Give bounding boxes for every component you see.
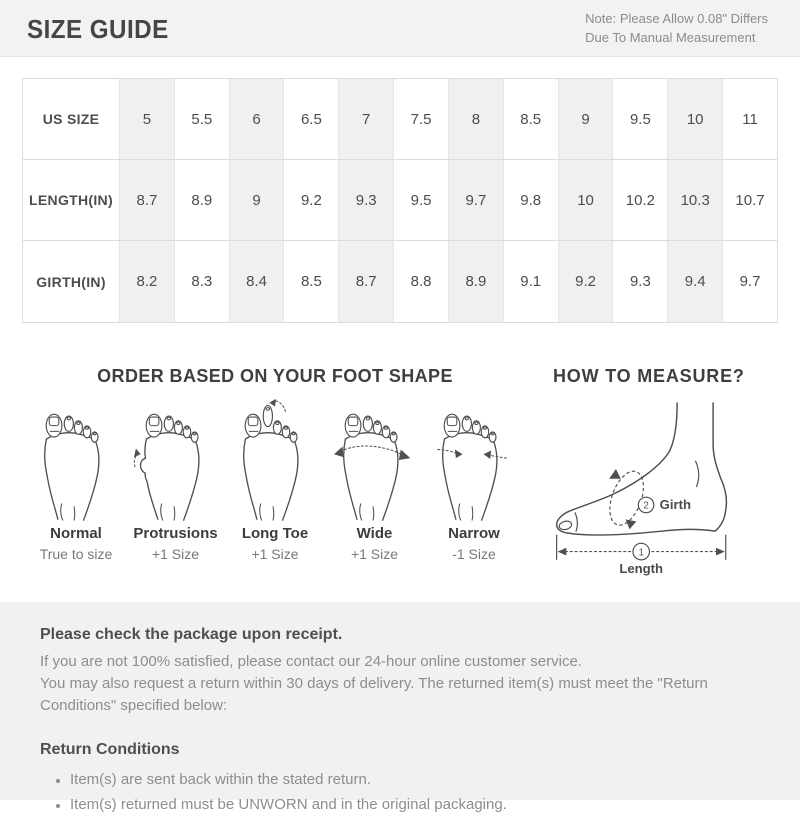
how-to-measure-title: HOW TO MEASURE?: [553, 366, 745, 386]
foot-advice: +1 Size: [350, 546, 399, 562]
size-value-cell: 9.1: [504, 241, 559, 322]
length-number-label: 1: [638, 547, 644, 559]
size-value-cell: 10: [559, 160, 614, 240]
foot-name: Wide: [356, 525, 393, 542]
size-value-cell: 8.4: [230, 241, 285, 322]
size-value-cell: 8.2: [120, 241, 175, 322]
size-value-cell: 10.7: [735, 191, 765, 209]
measurement-note: [585, 9, 768, 47]
return-conditions-heading: Return Conditions: [40, 741, 180, 758]
size-value-cell: 9.5: [394, 160, 449, 240]
row-label: LENGTH(IN): [23, 160, 120, 240]
how-to-measure-section: [545, 366, 760, 576]
girth-label: Girth: [659, 496, 691, 512]
foot-name: Protrusions: [133, 525, 218, 542]
size-value-cell: 8.5: [504, 79, 559, 159]
return-conditions-list: [40, 767, 760, 817]
foot-item-normal: [28, 397, 124, 562]
size-value-cell: 9.2: [559, 241, 614, 322]
size-value-cell: 5.5: [175, 79, 230, 159]
size-value-cell: 6.5: [284, 79, 339, 159]
length-label: Length: [619, 560, 664, 576]
size-value-cell: 9.7: [739, 273, 761, 290]
size-value-cell: 9: [230, 160, 285, 240]
list-item: • Item(s) are sent back within the stated return.: [70, 767, 760, 792]
size-value-cell: 9.5: [613, 79, 668, 159]
table-row: [23, 241, 777, 322]
page-title: SIZE GUIDE: [27, 14, 169, 44]
foot-protrusions-icon: [132, 397, 220, 523]
size-value-cell: 9.3: [613, 241, 668, 322]
foot-advice: True to size: [39, 546, 113, 562]
footer-section: [0, 602, 800, 813]
foot-shape-title: ORDER BASED ON YOUR FOOT SHAPE: [97, 366, 453, 386]
foot-item-long-toe: [227, 397, 323, 562]
size-value-cell: 9.8: [504, 160, 559, 240]
size-value-cell: 5: [120, 79, 175, 159]
size-value-cell: 8.9: [175, 160, 230, 240]
foot-shape-section: [28, 366, 522, 562]
package-check-heading: Please check the package upon receipt.: [40, 626, 343, 643]
size-value-cell: 10.3: [668, 160, 723, 240]
table-row: [23, 79, 777, 160]
feet-row: [28, 397, 522, 562]
size-value-cell: 10.2: [613, 160, 668, 240]
list-item: • Item(s) returned must be UNWORN and in the original packaging.: [70, 792, 760, 817]
size-value-cell: 6: [230, 79, 285, 159]
foot-name: Long Toe: [241, 525, 309, 542]
measure-diagram-icon: [545, 397, 751, 576]
size-value-cell: 11: [742, 110, 758, 128]
foot-advice: -1 Size: [452, 546, 496, 562]
foot-wide-icon: [331, 397, 419, 523]
foot-item-wide: [327, 397, 423, 562]
size-value-cell: 8: [449, 79, 504, 159]
size-value-cell: 8.7: [120, 160, 175, 240]
row-label: GIRTH(IN): [23, 241, 120, 322]
measurement-note-line1: Note: Please Allow 0.08" Differs: [585, 11, 768, 26]
size-value-cell: 9.7: [449, 160, 504, 240]
size-value-cell: 8.9: [449, 241, 504, 322]
return-policy-line: You may also request a return within 30 days of delivery. The returned item(s) must meet the "Return Conditions" specified below:: [40, 675, 708, 714]
foot-item-narrow: [426, 397, 522, 562]
size-value-cell: 8.5: [284, 241, 339, 322]
girth-number-label: 2: [643, 500, 649, 512]
foot-long-toe-icon: [231, 397, 319, 523]
table-row: [23, 160, 777, 241]
size-table: [22, 78, 778, 323]
row-label: US SIZE: [23, 79, 120, 159]
size-value-cell: 7: [339, 79, 394, 159]
foot-advice: +1 Size: [151, 546, 200, 562]
foot-name: Narrow: [448, 525, 500, 542]
size-value-cell: 9.4: [668, 241, 723, 322]
size-value-cell: 10: [668, 79, 723, 159]
foot-item-protrusions: [128, 397, 224, 562]
size-value-cell: 9: [559, 79, 614, 159]
size-value-cell: 9.3: [339, 160, 394, 240]
size-value-cell: 8.8: [394, 241, 449, 322]
foot-advice: +1 Size: [251, 546, 299, 562]
satisfaction-line: If you are not 100% satisfied, please contact our 24-hour online customer service.: [40, 653, 582, 670]
header-strip: [0, 0, 800, 57]
measurement-note-line2: Due To Manual Measurement: [585, 30, 756, 45]
foot-narrow-icon: [430, 397, 518, 523]
size-value-cell: 9.2: [284, 160, 339, 240]
size-value-cell: 8.3: [175, 241, 230, 322]
size-value-cell: 8.7: [339, 241, 394, 322]
foot-normal-icon: [32, 397, 120, 523]
size-value-cell: 7.5: [394, 79, 449, 159]
foot-name: Normal: [50, 525, 102, 542]
